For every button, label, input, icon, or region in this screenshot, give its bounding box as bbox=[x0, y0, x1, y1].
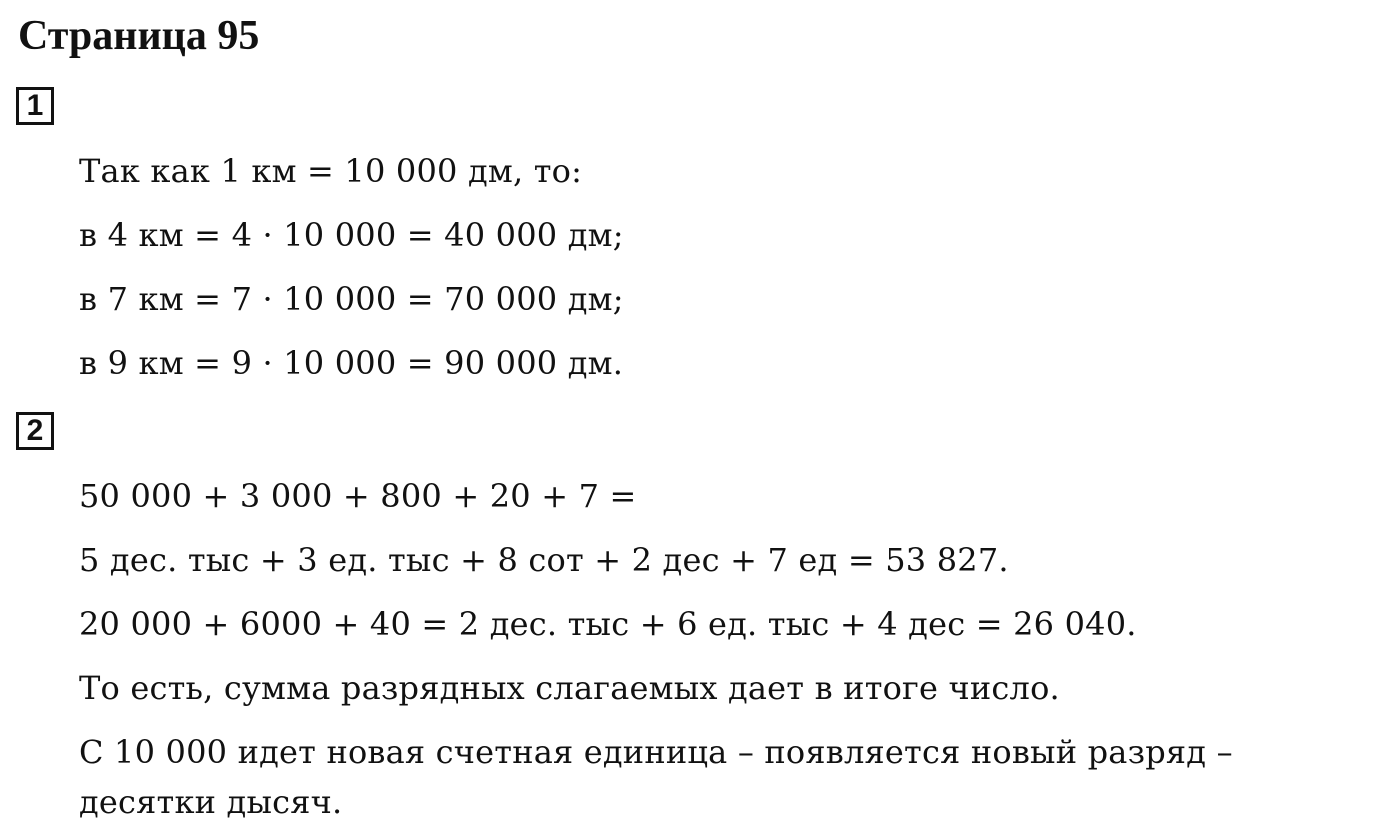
task-2-line-3: 20 000 + 6000 + 40 = 2 дес. тыс + 6 ед. тыс + 4 дес = 26 040. bbox=[79, 605, 1137, 643]
task-1-line-4: в 9 км = 9 · 10 000 = 90 000 дм. bbox=[79, 344, 624, 382]
task-2-line-2: 5 дес. тыс + 3 ед. тыс + 8 сот + 2 дес + 7 ед = 53 827. bbox=[79, 541, 1009, 579]
task-2-line-4: То есть, сумма разрядных слагаемых дает в итоге число. bbox=[79, 669, 1060, 707]
task-2-line-1: 50 000 + 3 000 + 800 + 20 + 7 = bbox=[79, 477, 637, 515]
task-1-line-2: в 4 км = 4 · 10 000 = 40 000 дм; bbox=[79, 216, 624, 254]
task-1-line-1: Так как 1 км = 10 000 дм, то: bbox=[79, 152, 583, 190]
page-title: Страница 95 bbox=[18, 13, 260, 59]
task-2-line-5: С 10 000 идет новая счетная единица – появляется новый разряд – десятки дысяч. bbox=[79, 733, 1233, 821]
task-number-1: 1 bbox=[16, 87, 54, 125]
task-number-2: 2 bbox=[16, 412, 54, 450]
task-1-line-3: в 7 км = 7 · 10 000 = 70 000 дм; bbox=[79, 280, 624, 318]
